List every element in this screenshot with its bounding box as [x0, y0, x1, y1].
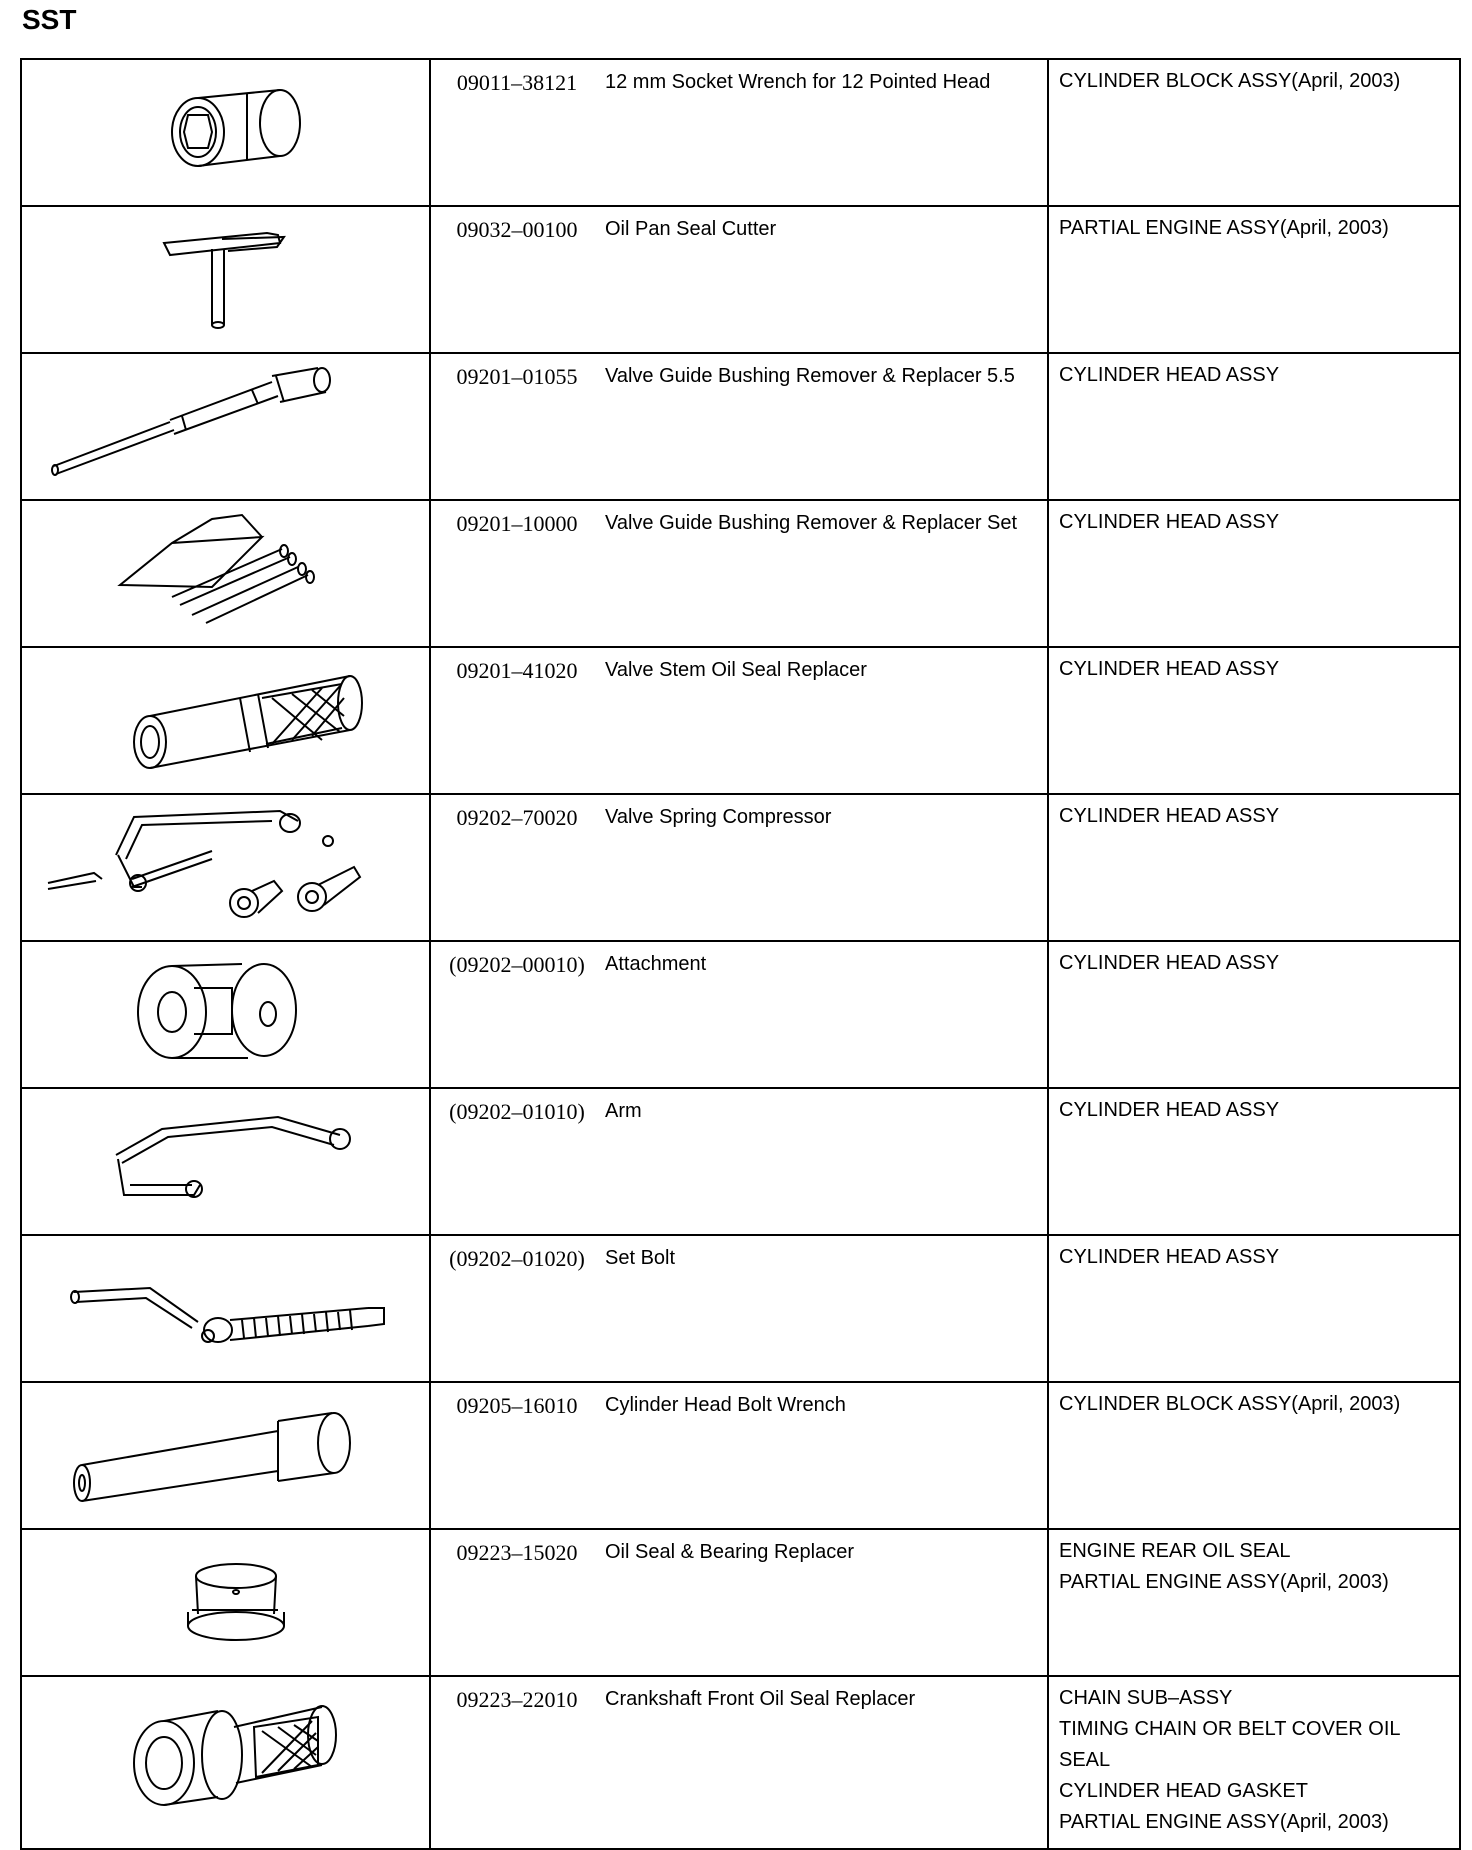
part-number: 09223–15020 [456, 1540, 578, 1565]
tool-image-cell [21, 1676, 430, 1849]
usage-item: ENGINE REAR OIL SEAL [1059, 1540, 1291, 1562]
table-row [21, 1382, 1460, 1529]
usage-cell [1048, 59, 1460, 206]
usage-item: CYLINDER BLOCK ASSY(April, 2003) [1059, 70, 1401, 92]
table-row [21, 59, 1460, 206]
arm-icon [22, 1089, 429, 1228]
tool-name: Valve Guide Bushing Remover & Replacer 5.5 [605, 365, 1015, 387]
tool-name: Cylinder Head Bolt Wrench [605, 1394, 846, 1416]
table-row [21, 647, 1460, 794]
usage-item: CYLINDER BLOCK ASSY(April, 2003) [1059, 1393, 1401, 1415]
usage-item: TIMING CHAIN OR BELT COVER OIL [1059, 1718, 1401, 1740]
tool-info-cell [430, 1676, 1048, 1849]
tool-info-cell [430, 647, 1048, 794]
tool-name: Set Bolt [605, 1247, 676, 1269]
usage-item: PARTIAL ENGINE ASSY(April, 2003) [1059, 217, 1389, 239]
table-row [21, 1676, 1460, 1849]
usage-item: SEAL [1059, 1749, 1111, 1771]
usage-cell [1048, 206, 1460, 353]
usage-item: CYLINDER HEAD ASSY [1059, 364, 1280, 386]
tool-image-cell [21, 1382, 430, 1529]
page-title: SST [22, 4, 77, 35]
usage-cell [1048, 353, 1460, 500]
part-number: 09032–00100 [456, 217, 578, 242]
tool-image-cell [21, 1529, 430, 1676]
usage-item: CYLINDER HEAD ASSY [1059, 511, 1280, 533]
tool-image-cell [21, 500, 430, 647]
tool-info-cell [430, 206, 1048, 353]
tool-info-cell [430, 353, 1048, 500]
part-number: 09201–10000 [456, 511, 578, 536]
sst-table [20, 58, 1461, 1850]
usage-cell [1048, 1235, 1460, 1382]
front-seal-replacer-icon [22, 1677, 429, 1842]
set-bolt-icon [22, 1236, 429, 1375]
table-row [21, 941, 1460, 1088]
part-number: 09205–16010 [456, 1393, 578, 1418]
usage-item: PARTIAL ENGINE ASSY(April, 2003) [1059, 1811, 1389, 1833]
table-row [21, 206, 1460, 353]
tool-info-cell [430, 1235, 1048, 1382]
tool-info-cell [430, 941, 1048, 1088]
usage-cell [1048, 647, 1460, 794]
usage-item: CYLINDER HEAD ASSY [1059, 1099, 1280, 1121]
tool-name: Valve Guide Bushing Remover & Replacer Set [605, 512, 1018, 534]
usage-cell [1048, 941, 1460, 1088]
usage-cell [1048, 500, 1460, 647]
table-row [21, 794, 1460, 941]
usage-cell [1048, 1382, 1460, 1529]
attachment-icon [22, 942, 429, 1081]
table-row [21, 1235, 1460, 1382]
usage-item: CYLINDER HEAD ASSY [1059, 952, 1280, 974]
tool-image-cell [21, 941, 430, 1088]
usage-item: CYLINDER HEAD GASKET [1059, 1780, 1308, 1802]
usage-item: CYLINDER HEAD ASSY [1059, 805, 1280, 827]
tool-image-cell [21, 1235, 430, 1382]
tool-name: Oil Seal & Bearing Replacer [605, 1541, 855, 1563]
part-number: 09201–41020 [456, 658, 578, 683]
oil-seal-replacer-icon [22, 648, 429, 787]
bushing-remover-icon [22, 354, 429, 493]
spring-compressor-icon [22, 795, 429, 934]
part-number: 09201–01055 [456, 364, 578, 389]
table-row [21, 1088, 1460, 1235]
tool-image-cell [21, 794, 430, 941]
table-row [21, 353, 1460, 500]
tool-info-cell [430, 59, 1048, 206]
tool-image-cell [21, 1088, 430, 1235]
tool-name: Oil Pan Seal Cutter [605, 218, 777, 240]
usage-item: CHAIN SUB–ASSY [1059, 1687, 1233, 1709]
tool-info-cell [430, 1529, 1048, 1676]
usage-cell [1048, 1529, 1460, 1676]
bushing-set-icon [22, 501, 429, 640]
usage-item: CYLINDER HEAD ASSY [1059, 1246, 1280, 1268]
bearing-replacer-icon [22, 1530, 429, 1669]
part-number: (09202–00010) [449, 952, 585, 977]
table-row [21, 1529, 1460, 1676]
tool-image-cell [21, 59, 430, 206]
bolt-wrench-icon [22, 1383, 429, 1522]
usage-item: CYLINDER HEAD ASSY [1059, 658, 1280, 680]
tool-info-cell [430, 500, 1048, 647]
tool-info-cell [430, 794, 1048, 941]
tool-image-cell [21, 647, 430, 794]
usage-cell [1048, 1676, 1460, 1849]
tool-name: 12 mm Socket Wrench for 12 Pointed Head [605, 71, 991, 93]
part-number: 09223–22010 [456, 1687, 578, 1712]
tool-info-cell [430, 1088, 1048, 1235]
part-number: 09011–38121 [456, 70, 578, 95]
part-number: (09202–01010) [449, 1099, 585, 1124]
usage-cell [1048, 1088, 1460, 1235]
tool-image-cell [21, 206, 430, 353]
usage-cell [1048, 794, 1460, 941]
part-number: (09202–01020) [449, 1246, 585, 1271]
tool-name: Arm [605, 1100, 642, 1122]
tool-name: Valve Spring Compressor [605, 806, 832, 828]
tool-name: Valve Stem Oil Seal Replacer [605, 659, 867, 681]
usage-item: PARTIAL ENGINE ASSY(April, 2003) [1059, 1571, 1389, 1593]
table-row [21, 500, 1460, 647]
tool-name: Attachment [605, 953, 707, 975]
tool-name: Crankshaft Front Oil Seal Replacer [605, 1688, 916, 1710]
tool-info-cell [430, 1382, 1048, 1529]
socket-wrench-icon [22, 60, 429, 199]
part-number: 09202–70020 [456, 805, 578, 830]
seal-cutter-icon [22, 207, 429, 346]
tool-image-cell [21, 353, 430, 500]
